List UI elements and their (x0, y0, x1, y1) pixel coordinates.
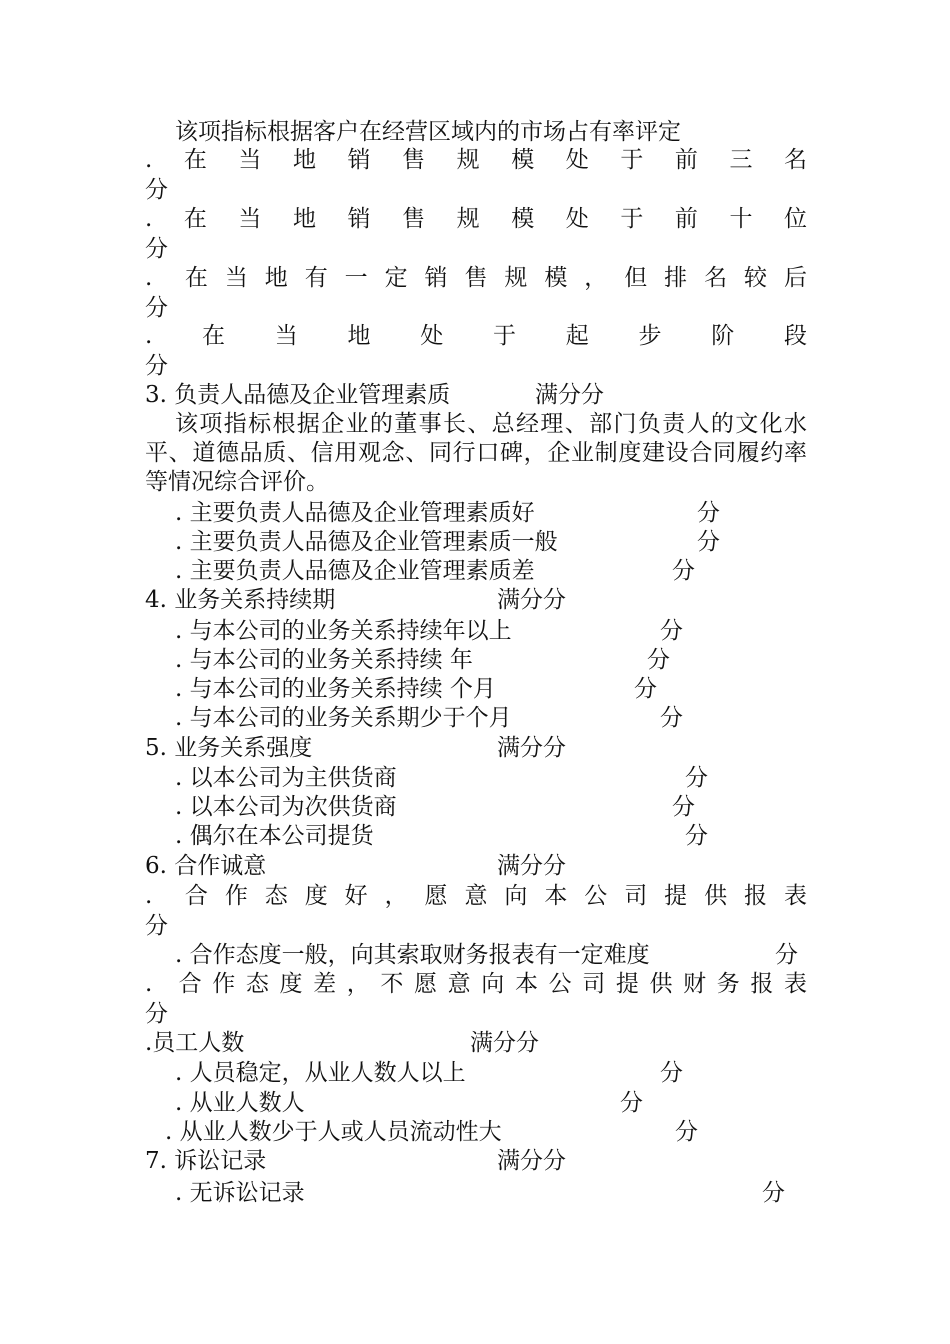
criteria-points: 分 (685, 823, 708, 849)
criteria-points: 分 (672, 794, 695, 820)
criteria-points: 分 (685, 765, 708, 791)
criteria-points: 分 (775, 942, 798, 968)
section-heading: 5. 业务关系强度 (145, 735, 313, 761)
section-max-points: 满分分 (497, 587, 566, 613)
criteria-points: 分 (660, 705, 683, 731)
criteria-item: . 偶尔在本公司提货 (175, 823, 374, 849)
criteria-line: . 在 当 地 销 售 规 模 处 于 前 十 位 (145, 206, 807, 232)
criteria-item: . 人员稳定，从业人数人以上 (175, 1060, 466, 1086)
criteria-line: . 在 当 地 销 售 规 模 处 于 前 三 名 (145, 147, 807, 173)
criteria-item: . 从业人数人 (175, 1090, 305, 1116)
section-description: 该项指标根据企业的董事长、总经理、部门负责人的文化水平、道德品质、信用观念、同行口碑，企业制度建设合同履约率等情况综合评价。 (145, 411, 807, 495)
criteria-item: . 以本公司为主供货商 (175, 765, 397, 791)
criteria-item: . 与本公司的业务关系持续 年 (175, 647, 473, 673)
criteria-points: 分 (697, 500, 720, 526)
criteria-line: . 在 当 地 有 一 定 销 售 规 模 ， 但 排 名 较 后 (145, 265, 807, 291)
criteria-line: . 合 作 态 度 好 ， 愿 意 向 本 公 司 提 供 报 表 (145, 883, 807, 909)
section-max-points: 满分分 (497, 1148, 566, 1174)
criteria-points: 分 (620, 1090, 643, 1116)
section-max-points: 满分分 (470, 1030, 539, 1056)
criteria-line: . 合 作 态 度 差 ， 不 愿 意 向 本 公 司 提 供 财 务 报 表 (145, 971, 807, 997)
criteria-points: 分 (647, 647, 670, 673)
criteria-item: . 与本公司的业务关系期少于个月 (175, 705, 512, 731)
criteria-item: . 以本公司为次供货商 (175, 794, 397, 820)
criteria-item: . 从业人数少于人或人员流动性大 (165, 1119, 502, 1145)
section-heading: 7. 诉讼记录 (145, 1148, 267, 1174)
criteria-points: 分 (634, 676, 657, 702)
criteria-points: 分 (697, 529, 720, 555)
criteria-points: 分 (672, 558, 695, 584)
criteria-item: . 主要负责人品德及企业管理素质差 (175, 558, 535, 584)
points-label: 分 (145, 913, 168, 939)
points-label: 分 (145, 177, 168, 203)
criteria-item: . 无诉讼记录 (175, 1180, 305, 1206)
section-max-points: 满分分 (497, 853, 566, 879)
criteria-item: . 合作态度一般，向其索取财务报表有一定难度 (175, 942, 650, 968)
points-label: 分 (145, 353, 168, 379)
points-label: 分 (145, 236, 168, 262)
points-label: 分 (145, 1001, 168, 1027)
criteria-item: . 主要负责人品德及企业管理素质好 (175, 500, 535, 526)
section-heading: 3. 负责人品德及企业管理素质 (145, 382, 451, 408)
criteria-points: 分 (762, 1180, 785, 1206)
criteria-item: . 与本公司的业务关系持续 个月 (175, 676, 496, 702)
section-heading: .员工人数 (145, 1030, 245, 1056)
criteria-points: 分 (660, 618, 683, 644)
points-label: 分 (145, 295, 168, 321)
criteria-points: 分 (675, 1119, 698, 1145)
criteria-line: . 在 当 地 处 于 起 步 阶 段 (145, 323, 807, 349)
criteria-item: . 主要负责人品德及企业管理素质一般 (175, 529, 558, 555)
section-heading: 4. 业务关系持续期 (145, 587, 336, 613)
criteria-points: 分 (660, 1060, 683, 1086)
section-max-points: 满分分 (535, 382, 604, 408)
market-share-intro: 该项指标根据客户在经营区域内的市场占有率评定 (175, 119, 681, 145)
section-heading: 6. 合作诚意 (145, 853, 267, 879)
section-max-points: 满分分 (497, 735, 566, 761)
criteria-item: . 与本公司的业务关系持续年以上 (175, 618, 512, 644)
